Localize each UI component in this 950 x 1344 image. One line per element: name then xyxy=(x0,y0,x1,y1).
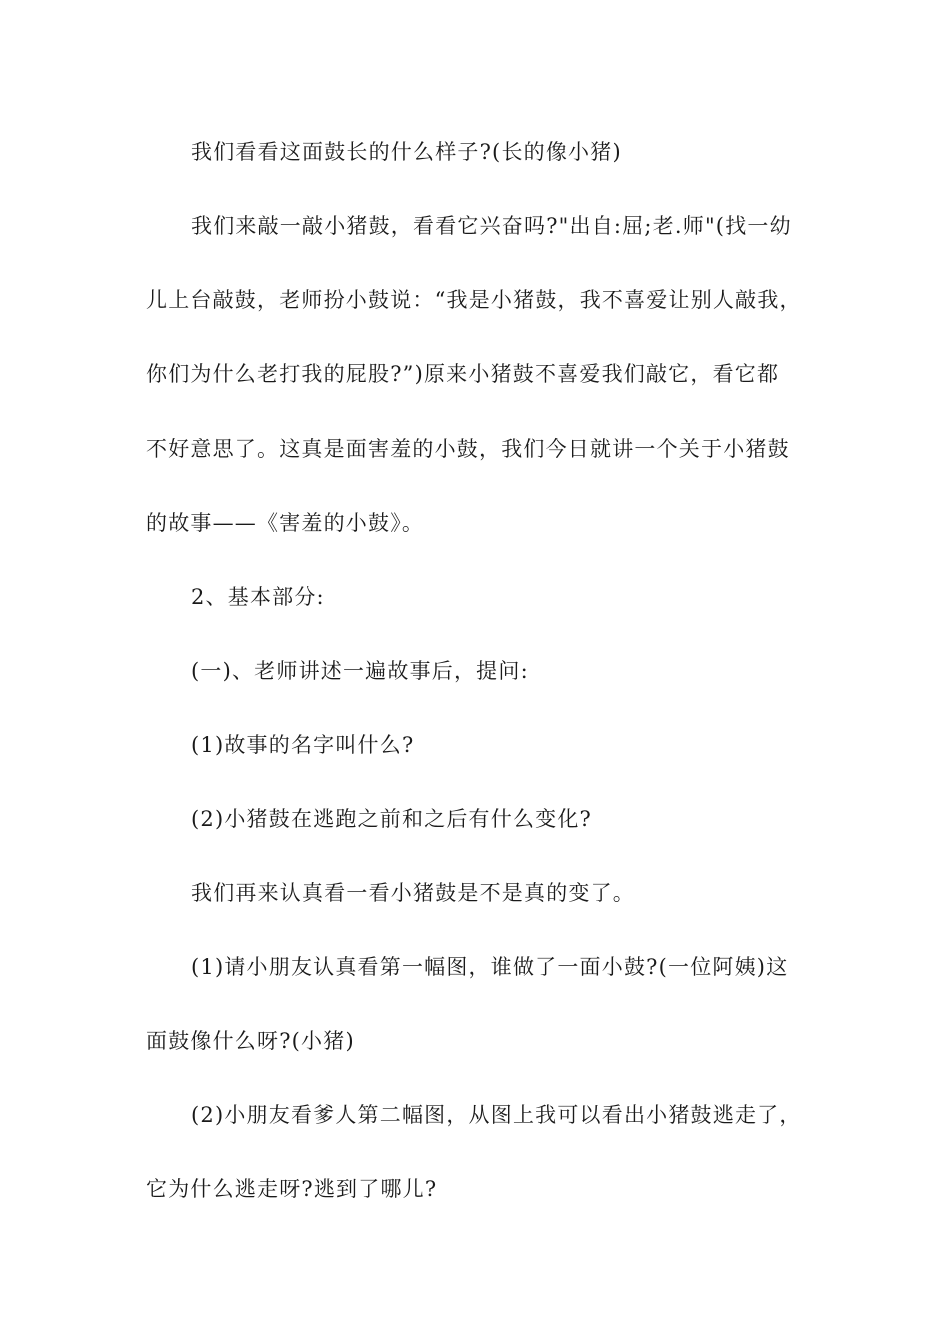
text-line-11: 我们再来认真看一看小猪鼓是不是真的变了。 xyxy=(191,881,635,905)
text-line-6: 的故事——《害羞的小鼓》。 xyxy=(146,511,425,535)
text-line-13: 面鼓像什么呀?(小猪) xyxy=(146,1029,355,1053)
text-line-2: 我们来敲一敲小猪鼓，看看它兴奋吗?"出自:屈;老.师"(找一幼 xyxy=(191,214,792,238)
text-line-3: 儿上台敲鼓，老师扮小鼓说：“我是小猪鼓，我不喜爱让别人敲我， xyxy=(146,288,802,312)
text-line-1: 我们看看这面鼓长的什么样子?(长的像小猪) xyxy=(191,140,622,164)
section-heading: 2、基本部分: xyxy=(191,585,325,609)
text-line-4: 你们为什么老打我的屁股?”)原来小猪鼓不喜爱我们敲它，看它都 xyxy=(146,362,780,386)
text-line-14: (2)小朋友看爹人第二幅图，从图上我可以看出小猪鼓逃走了， xyxy=(191,1103,802,1127)
text-line-15: 它为什么逃走呀?逃到了哪儿? xyxy=(146,1177,438,1201)
question-2: (2)小猪鼓在逃跑之前和之后有什么变化? xyxy=(191,807,593,831)
question-1: (1)故事的名字叫什么? xyxy=(191,733,415,757)
text-line-12: (1)请小朋友认真看第一幅图，谁做了一面小鼓?(一位阿姨)这 xyxy=(191,955,789,979)
text-line-5: 不好意思了。这真是面害羞的小鼓，我们今日就讲一个关于小猪鼓 xyxy=(146,437,790,461)
text-line-8: (一)、老师讲述一遍故事后，提问: xyxy=(191,659,529,683)
